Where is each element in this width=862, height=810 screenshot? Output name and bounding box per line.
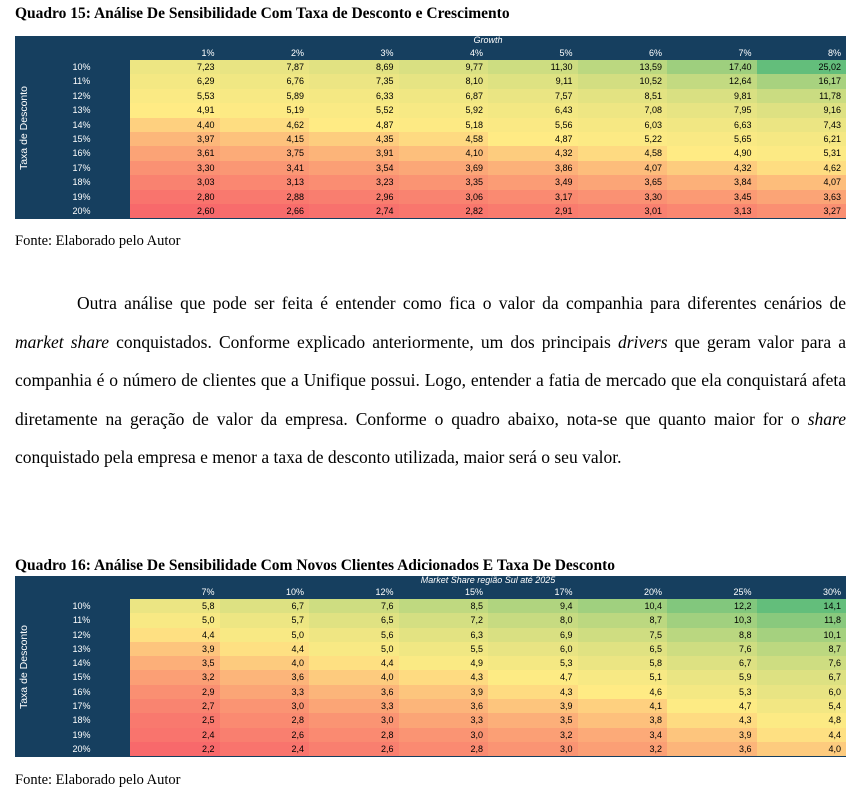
- table-cell: 6,5: [578, 642, 668, 656]
- column-header: 12%: [375, 587, 394, 597]
- table-cell: 4,0: [220, 656, 310, 670]
- table-cell: 6,21: [757, 132, 847, 146]
- table-cell: 5,6: [309, 628, 399, 642]
- table-cell: 3,3: [399, 713, 489, 727]
- quadro15-body: [33, 60, 846, 218]
- table-cell: 4,58: [399, 132, 489, 146]
- row-label: 10%: [72, 601, 91, 611]
- table-cell: 4,91: [130, 103, 220, 117]
- table-cell: 3,91: [309, 146, 399, 160]
- table-cell: 3,61: [130, 146, 220, 160]
- table-cell: 4,32: [488, 146, 578, 160]
- row-label: 17%: [72, 701, 91, 712]
- table-cell: 7,35: [309, 74, 399, 88]
- table-row: [33, 74, 846, 88]
- table-cell: 6,29: [130, 74, 220, 88]
- table-cell: 6,03: [578, 118, 668, 132]
- row-label: 14%: [72, 658, 91, 669]
- table-cell: 11,8: [757, 613, 847, 627]
- row-label: 15%: [72, 133, 91, 144]
- table-cell: 4,4: [130, 628, 220, 642]
- table-cell: 4,10: [399, 146, 489, 160]
- table-cell: 2,7: [130, 699, 220, 713]
- table-cell: 6,7: [220, 599, 310, 613]
- body-paragraph: [15, 284, 846, 477]
- table-cell: 25,02: [757, 60, 847, 74]
- table-cell: 9,11: [488, 74, 578, 88]
- table-cell: 7,6: [309, 599, 399, 613]
- column-header: 7%: [201, 587, 215, 597]
- table-cell: 4,9: [399, 656, 489, 670]
- table-row: [33, 89, 846, 103]
- row-label: 16%: [72, 148, 91, 159]
- table-cell: 3,63: [757, 190, 847, 204]
- table-cell: 8,7: [757, 642, 847, 656]
- table-cell: 3,03: [130, 175, 220, 189]
- table-cell: 3,2: [488, 728, 578, 742]
- quadro16-column-group-label: Market Share região Sul até 2025: [420, 575, 556, 585]
- table-cell: 3,23: [309, 175, 399, 189]
- quadro15-row-axis-label: Taxa de Desconto: [18, 85, 30, 170]
- table-cell: 5,7: [220, 613, 310, 627]
- table-cell: 2,4: [130, 728, 220, 742]
- table-cell: 4,62: [757, 161, 847, 175]
- table-row: [33, 204, 846, 218]
- table-cell: 3,30: [578, 190, 668, 204]
- table-cell: 4,1: [578, 699, 668, 713]
- table-cell: 3,86: [488, 161, 578, 175]
- quadro15-header-row: [33, 48, 846, 59]
- row-label: 19%: [72, 191, 91, 202]
- quadro15-title: Quadro 15: Análise De Sensibilidade Com Taxa de Desconto e Crescimento: [15, 5, 510, 22]
- table-cell: 5,53: [130, 89, 220, 103]
- table-cell: 17,40: [667, 60, 757, 74]
- table-cell: 2,88: [220, 190, 310, 204]
- table-cell: 5,22: [578, 132, 668, 146]
- table-cell: 3,2: [130, 670, 220, 684]
- paragraph-text: Outra análise que pode ser feita é entender como fica o valor da companhia para diferentes cenários de: [77, 293, 846, 313]
- italic-term: share: [807, 408, 846, 429]
- column-header: 2%: [290, 48, 304, 58]
- table-cell: 6,0: [757, 685, 847, 699]
- table-cell: 5,65: [667, 132, 757, 146]
- table-cell: 3,49: [488, 175, 578, 189]
- table-cell: 6,63: [667, 118, 757, 132]
- table-cell: 3,27: [757, 204, 847, 218]
- table-cell: 6,9: [488, 628, 578, 642]
- table-cell: 4,87: [309, 118, 399, 132]
- table-cell: 5,52: [309, 103, 399, 117]
- table-cell: 2,96: [309, 190, 399, 204]
- table-cell: 3,13: [667, 204, 757, 218]
- table-cell: 6,43: [488, 103, 578, 117]
- table-cell: 8,10: [399, 74, 489, 88]
- table-cell: 2,5: [130, 713, 220, 727]
- table-cell: 4,32: [667, 161, 757, 175]
- table-cell: 4,7: [488, 670, 578, 684]
- table-cell: 7,6: [667, 642, 757, 656]
- table-cell: 2,8: [399, 742, 489, 756]
- table-cell: 3,3: [309, 699, 399, 713]
- table-row: [33, 132, 846, 146]
- table-cell: 4,90: [667, 146, 757, 160]
- table-cell: 4,15: [220, 132, 310, 146]
- column-header: 6%: [648, 48, 662, 58]
- table-row: [33, 685, 846, 699]
- quadro16-source: Fonte: Elaborado pelo Autor: [15, 772, 181, 788]
- row-label: 19%: [72, 729, 91, 740]
- table-cell: 10,52: [578, 74, 668, 88]
- table-cell: 5,1: [578, 670, 668, 684]
- table-cell: 2,8: [309, 728, 399, 742]
- row-label: 12%: [72, 629, 91, 640]
- table-row: [33, 742, 846, 756]
- table-cell: 5,5: [399, 642, 489, 656]
- table-cell: 4,40: [130, 118, 220, 132]
- table-cell: 5,89: [220, 89, 310, 103]
- row-label: 10%: [72, 62, 91, 72]
- table-cell: 6,7: [667, 656, 757, 670]
- table-cell: 13,59: [578, 60, 668, 74]
- table-cell: 5,92: [399, 103, 489, 117]
- table-cell: 11,78: [757, 89, 847, 103]
- table-cell: 9,4: [488, 599, 578, 613]
- table-cell: 11,30: [488, 60, 578, 74]
- table-cell: 8,51: [578, 89, 668, 103]
- row-label: 18%: [72, 177, 91, 188]
- table-cell: 7,87: [220, 60, 310, 74]
- table-cell: 3,69: [399, 161, 489, 175]
- table-cell: 8,5: [399, 599, 489, 613]
- table-cell: 3,6: [399, 699, 489, 713]
- column-header: 30%: [822, 587, 841, 597]
- table-cell: 2,6: [220, 728, 310, 742]
- quadro15-source: Fonte: Elaborado pelo Autor: [15, 233, 181, 249]
- table-cell: 3,9: [488, 699, 578, 713]
- table-cell: 7,5: [578, 628, 668, 642]
- row-label: 11%: [72, 76, 91, 87]
- table-cell: 16,17: [757, 74, 847, 88]
- table-cell: 6,33: [309, 89, 399, 103]
- table-cell: 3,0: [220, 699, 310, 713]
- table-cell: 8,0: [488, 613, 578, 627]
- table-cell: 4,07: [578, 161, 668, 175]
- table-cell: 6,7: [757, 670, 847, 684]
- table-cell: 5,3: [488, 656, 578, 670]
- table-cell: 4,8: [757, 713, 847, 727]
- column-header: 25%: [733, 587, 752, 597]
- table-cell: 2,66: [220, 204, 310, 218]
- table-cell: 2,91: [488, 204, 578, 218]
- table-row: [33, 656, 846, 670]
- italic-term: market share: [15, 331, 109, 352]
- table-row: [33, 628, 846, 642]
- table-cell: 3,9: [130, 642, 220, 656]
- table-cell: 5,56: [488, 118, 578, 132]
- table-cell: 7,2: [399, 613, 489, 627]
- row-label: 13%: [72, 105, 91, 116]
- table-row: [33, 60, 846, 74]
- table-cell: 5,9: [667, 670, 757, 684]
- table-cell: 3,5: [488, 713, 578, 727]
- table-cell: 3,54: [309, 161, 399, 175]
- table-row: [33, 175, 846, 189]
- table-row: [33, 713, 846, 727]
- table-cell: 4,62: [220, 118, 310, 132]
- paragraph-text: conquistado pela empresa e menor a taxa de desconto utilizada, maior será o seu valor.: [15, 447, 622, 468]
- column-header: 5%: [559, 48, 573, 58]
- table-cell: 4,0: [757, 742, 847, 756]
- row-label: 17%: [72, 162, 91, 173]
- table-cell: 8,7: [578, 613, 668, 627]
- table-cell: 3,41: [220, 161, 310, 175]
- table-cell: 5,0: [220, 628, 310, 642]
- row-label: 15%: [72, 672, 91, 683]
- table-cell: 5,8: [578, 656, 668, 670]
- table-cell: 12,2: [667, 599, 757, 613]
- table-cell: 4,35: [309, 132, 399, 146]
- table-cell: 10,3: [667, 613, 757, 627]
- row-label: 16%: [72, 686, 91, 697]
- table-cell: 3,3: [220, 685, 310, 699]
- row-label: 11%: [72, 615, 91, 626]
- row-label: 20%: [72, 743, 91, 754]
- table-row: [33, 103, 846, 117]
- table-cell: 7,43: [757, 118, 847, 132]
- table-row: [33, 146, 846, 160]
- table-row: [33, 670, 846, 684]
- table-cell: 3,5: [130, 656, 220, 670]
- table-cell: 9,16: [757, 103, 847, 117]
- column-header: 7%: [738, 48, 752, 58]
- table-cell: 3,65: [578, 175, 668, 189]
- italic-term: drivers: [617, 331, 668, 352]
- table-row: [33, 118, 846, 132]
- table-cell: 3,97: [130, 132, 220, 146]
- quadro16-title: Quadro 16: Análise De Sensibilidade Com Novos Clientes Adicionados E Taxa De Desconto: [15, 557, 615, 574]
- table-cell: 5,19: [220, 103, 310, 117]
- row-label: 13%: [72, 643, 91, 654]
- table-cell: 2,9: [130, 685, 220, 699]
- table-row: [33, 728, 846, 742]
- table-cell: 7,23: [130, 60, 220, 74]
- table-cell: 10,4: [578, 599, 668, 613]
- table-cell: 3,01: [578, 204, 668, 218]
- table-cell: 5,4: [757, 699, 847, 713]
- table-cell: 9,81: [667, 89, 757, 103]
- table-cell: 3,2: [578, 742, 668, 756]
- table-cell: 6,0: [488, 642, 578, 656]
- table-cell: 3,6: [667, 742, 757, 756]
- table-cell: 3,75: [220, 146, 310, 160]
- quadro16-row-axis-label: Taxa de Desconto: [18, 624, 30, 709]
- column-header: 10%: [285, 587, 304, 597]
- table-row: [33, 699, 846, 713]
- table-row: [33, 599, 846, 613]
- table-cell: 4,4: [757, 728, 847, 742]
- table-cell: 2,6: [309, 742, 399, 756]
- table-cell: 4,3: [667, 713, 757, 727]
- table-cell: 4,6: [578, 685, 668, 699]
- table-cell: 2,80: [130, 190, 220, 204]
- table-cell: 5,0: [130, 613, 220, 627]
- table-cell: 4,3: [399, 670, 489, 684]
- table-cell: 2,8: [220, 713, 310, 727]
- paragraph-text: conquistados. Conforme explicado anteriormente, um dos principais: [108, 331, 618, 352]
- table-cell: 8,8: [667, 628, 757, 642]
- table-cell: 14,1: [757, 599, 847, 613]
- table-row: [33, 613, 846, 627]
- table-cell: 4,07: [757, 175, 847, 189]
- table-cell: 3,0: [488, 742, 578, 756]
- quadro16-body: [33, 599, 846, 756]
- table-cell: 4,58: [578, 146, 668, 160]
- table-cell: 2,82: [399, 204, 489, 218]
- table-cell: 3,4: [578, 728, 668, 742]
- quadro15-heatmap: [15, 36, 846, 219]
- table-cell: 5,31: [757, 146, 847, 160]
- table-row: [33, 642, 846, 656]
- table-cell: 3,35: [399, 175, 489, 189]
- column-header: 3%: [380, 48, 394, 58]
- table-cell: 6,3: [399, 628, 489, 642]
- table-cell: 3,6: [220, 670, 310, 684]
- table-cell: 5,0: [309, 642, 399, 656]
- table-cell: 6,76: [220, 74, 310, 88]
- column-header: 4%: [469, 48, 483, 58]
- column-header: 20%: [643, 587, 662, 597]
- table-cell: 2,2: [130, 742, 220, 756]
- table-cell: 4,4: [309, 656, 399, 670]
- column-header: 8%: [827, 48, 841, 58]
- table-cell: 3,06: [399, 190, 489, 204]
- row-label: 14%: [72, 119, 91, 130]
- column-header: 17%: [554, 587, 573, 597]
- column-header: 15%: [464, 587, 483, 597]
- table-cell: 3,0: [399, 728, 489, 742]
- row-label: 12%: [72, 90, 91, 101]
- table-cell: 5,8: [130, 599, 220, 613]
- table-row: [33, 190, 846, 204]
- table-cell: 4,7: [667, 699, 757, 713]
- quadro16-heatmap: [15, 576, 846, 757]
- table-cell: 6,5: [309, 613, 399, 627]
- table-cell: 12,64: [667, 74, 757, 88]
- table-row: [33, 161, 846, 175]
- table-cell: 4,0: [309, 670, 399, 684]
- table-cell: 7,6: [757, 656, 847, 670]
- table-cell: 3,84: [667, 175, 757, 189]
- table-cell: 3,9: [667, 728, 757, 742]
- table-cell: 4,3: [488, 685, 578, 699]
- table-cell: 10,1: [757, 628, 847, 642]
- table-cell: 3,9: [399, 685, 489, 699]
- paragraph-text: que geram valor para a companhia é o número de clientes que a Unifique possui. Logo, entender a fatia de mercado que ela conquistará afeta diretamente na geração de valor da empresa. Conforme o quadro abaixo, nota-se que quanto maior for o: [15, 331, 846, 429]
- table-cell: 8,69: [309, 60, 399, 74]
- quadro16-header-row: [33, 587, 846, 598]
- table-cell: 4,87: [488, 132, 578, 146]
- table-cell: 3,30: [130, 161, 220, 175]
- table-cell: 6,87: [399, 89, 489, 103]
- row-label: 20%: [72, 205, 91, 216]
- table-cell: 3,45: [667, 190, 757, 204]
- column-header: 1%: [201, 48, 215, 58]
- table-cell: 5,3: [667, 685, 757, 699]
- table-cell: 3,13: [220, 175, 310, 189]
- table-cell: 7,57: [488, 89, 578, 103]
- table-cell: 3,8: [578, 713, 668, 727]
- table-cell: 3,17: [488, 190, 578, 204]
- table-cell: 3,6: [309, 685, 399, 699]
- table-cell: 9,77: [399, 60, 489, 74]
- quadro15-column-group-label: Growth: [473, 35, 503, 45]
- table-cell: 7,95: [667, 103, 757, 117]
- table-cell: 2,60: [130, 204, 220, 218]
- table-cell: 5,18: [399, 118, 489, 132]
- table-cell: 3,0: [309, 713, 399, 727]
- table-cell: 4,4: [220, 642, 310, 656]
- table-cell: 2,74: [309, 204, 399, 218]
- table-cell: 7,08: [578, 103, 668, 117]
- row-label: 18%: [72, 715, 91, 726]
- table-cell: 2,4: [220, 742, 310, 756]
